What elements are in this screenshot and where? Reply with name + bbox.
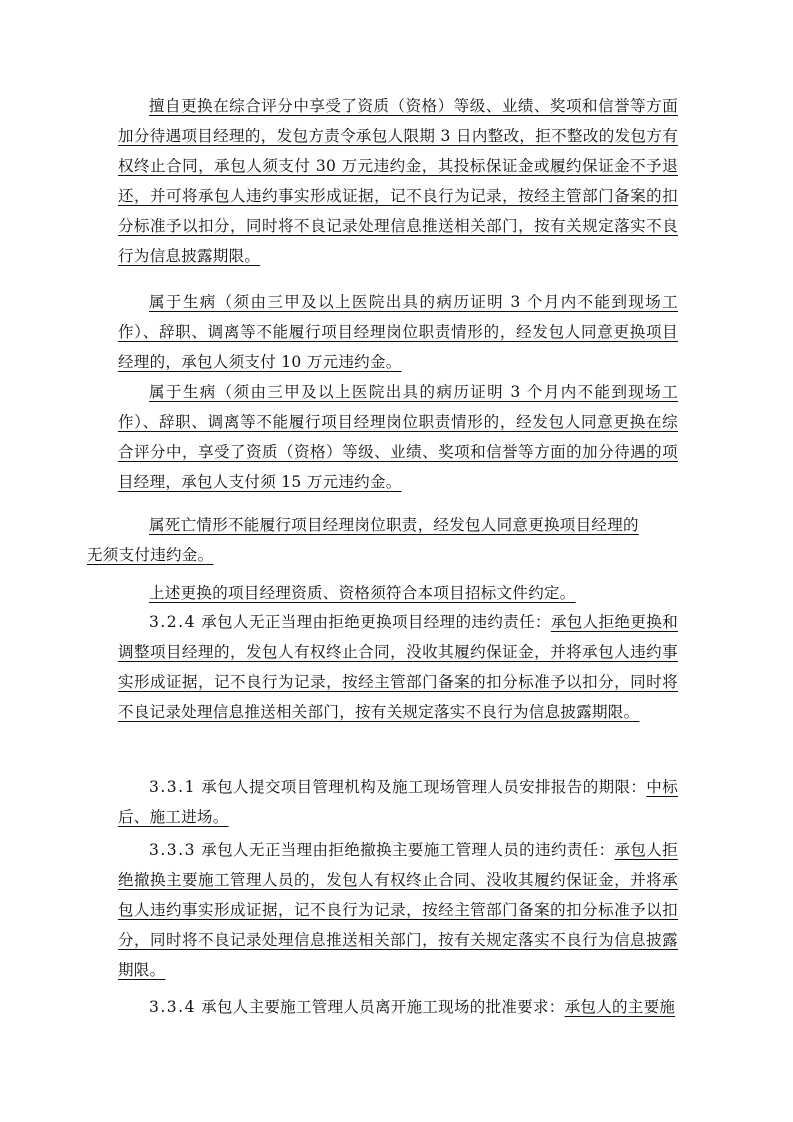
clause-number: 3.3.3 bbox=[149, 841, 196, 859]
clause-3-3-1 bbox=[118, 772, 678, 832]
paragraph-qualification-note bbox=[118, 578, 678, 608]
paragraph-replace-pm-penalty bbox=[118, 91, 678, 271]
clause-lead: 承包人无正当理由拒绝更换项目经理的违约责任： bbox=[195, 613, 551, 631]
clause-lead: 承包人提交项目管理机构及施工现场管理人员安排报告的期限： bbox=[195, 778, 647, 796]
paragraph-death-case bbox=[87, 510, 678, 570]
paragraph-illness-replacement bbox=[118, 287, 678, 377]
clause-lead: 承包人主要施工管理人员离开施工现场的批准要求： bbox=[195, 998, 565, 1016]
paragraph-text: 上述更换的项目经理资质、资格须符合本项目招标文件约定。 bbox=[149, 584, 576, 602]
paragraph-text: 属于生病（须由三甲及以上医院出具的病历证明 3 个月内不能到现场工作）、辞职、调离等不能履行项目经理岗位职责情形的，经发包人同意更换在综合评分中，享受了资质（资格）等级、业绩、奖项和信誉等方面的加分待遇的项目经理，承包人支付须 15 万元违约金。 bbox=[118, 383, 678, 491]
paragraph-line: 属死亡情形不能履行项目经理岗位职责，经发包人同意更换项目经理的 bbox=[149, 516, 639, 534]
clause-number: 3.3.1 bbox=[149, 778, 196, 796]
clause-3-3-3 bbox=[118, 835, 678, 985]
paragraph-line: 无须支付违约金。 bbox=[87, 546, 214, 564]
clause-number: 3.3.4 bbox=[149, 998, 196, 1016]
clause-body: 承包人的主要施 bbox=[564, 998, 676, 1016]
paragraph-text: 属于生病（须由三甲及以上医院出具的病历证明 3 个月内不能到现场工作）、辞职、调离等不能履行项目经理岗位职责情形的，经发包人同意更换项目经理的，承包人须支付 10 万元违约金。 bbox=[118, 293, 678, 371]
clause-3-2-4 bbox=[118, 607, 678, 727]
paragraph-text: 擅自更换在综合评分中享受了资质（资格）等级、业绩、奖项和信誉等方面加分待遇项目经理的，发包方责令承包人限期 3 日内整改，拒不整改的发包方有权终止合同，承包人须支付 30 万元违约金，其投标保证金或履约保证金不予退还，并可将承包人违约事实形成证据，记不良行为记录，按经主管部门备案的扣分标准予以扣分，同时将不良记录处理信息推送相关部门，按有关规定落实不良行为信息披露期限。 bbox=[118, 97, 678, 265]
clause-body: 承包人拒绝撤换主要施工管理人员的，发包人有权终止合同、没收其履约保证金，并将承包人违约事实形成证据，记不良行为记录，按经主管部门备案的扣分标准予以扣分，同时将不良记录处理信息推送相关部门，按有关规定落实不良行为信息披露期限。 bbox=[118, 841, 678, 979]
clause-body: 中标后、施工进场。 bbox=[118, 778, 678, 826]
clause-lead: 承包人无正当理由拒绝撤换主要施工管理人员的违约责任： bbox=[195, 841, 615, 859]
paragraph-illness-replacement-bonus bbox=[118, 377, 678, 497]
clause-body: 承包人拒绝更换和调整项目经理的，发包人有权终止合同，没收其履约保证金，并将承包人违约事实形成证据，记不良行为记录，按经主管部门备案的扣分标准予以扣分，同时将不良记录处理信息推送相关部门，按有关规定落实不良行为信息披露期限。 bbox=[118, 613, 678, 721]
clause-number: 3.2.4 bbox=[149, 613, 196, 631]
clause-3-3-4 bbox=[118, 992, 678, 1022]
